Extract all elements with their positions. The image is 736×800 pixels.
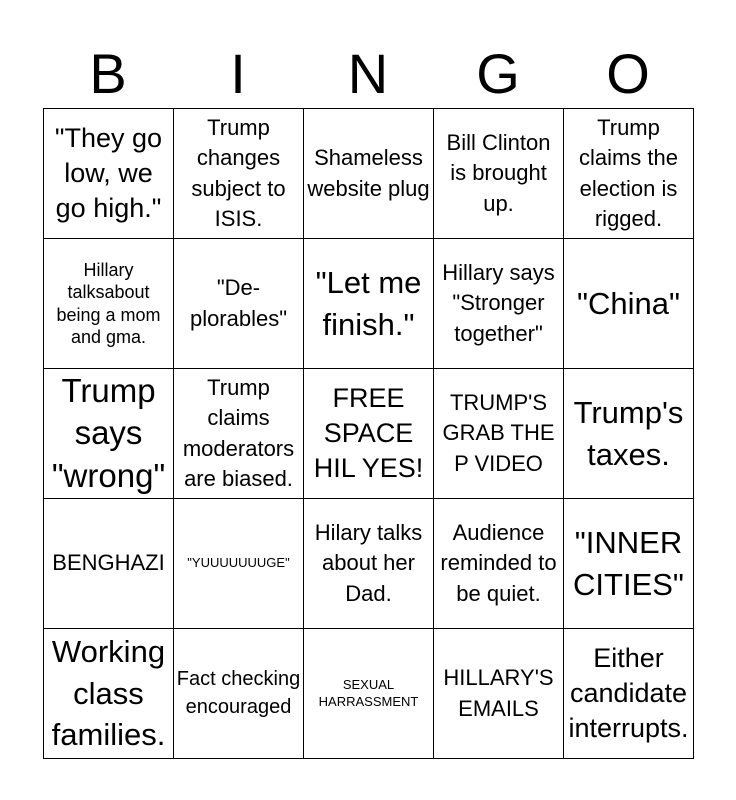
cell-text: Trump claims moderators are biased. [182, 374, 295, 491]
bingo-cell-o1[interactable] [564, 109, 694, 239]
cell-text: Hillary says "Stronger together" [442, 259, 555, 346]
header-letter-o: O [606, 42, 650, 105]
bingo-cell-b4[interactable] [44, 499, 174, 629]
cell-text: Either candidate interrupts. [568, 642, 689, 744]
cell-text: Audience reminded to be quiet. [440, 519, 557, 606]
header-letter-g: G [476, 42, 520, 105]
header-letter-n: N [347, 42, 389, 105]
bingo-header [43, 40, 693, 108]
cell-text: SEXUAL HARRASSMENT [318, 677, 419, 709]
cell-text: Working class families. [51, 633, 166, 753]
bingo-cell-g1[interactable] [434, 109, 564, 239]
bingo-cell-o2[interactable] [564, 239, 694, 369]
cell-text: Trump says "wrong" [51, 372, 166, 494]
bingo-cell-b3[interactable] [44, 369, 174, 499]
bingo-board [43, 108, 694, 759]
bingo-cell-g2[interactable] [434, 239, 564, 369]
cell-text: HILLARY'S EMAILS [443, 665, 554, 721]
bingo-cell-b5[interactable] [44, 629, 174, 759]
cell-text: Bill Clinton is brought up. [446, 129, 551, 216]
bingo-cell-b2[interactable] [44, 239, 174, 369]
header-letter-i: I [230, 42, 246, 105]
bingo-cell-o3[interactable] [564, 369, 694, 499]
bingo-cell-o4[interactable] [564, 499, 694, 629]
cell-text: Trump claims the election is rigged. [578, 114, 679, 231]
cell-text: "China" [576, 285, 680, 321]
bingo-cell-n4[interactable] [304, 499, 434, 629]
cell-text: Shameless website plug [307, 145, 430, 201]
bingo-cell-b1[interactable] [44, 109, 174, 239]
cell-text: Hilary talks about her Dad. [314, 519, 423, 606]
bingo-cell-n5[interactable] [304, 629, 434, 759]
bingo-cell-i3[interactable] [174, 369, 304, 499]
bingo-cell-n1[interactable] [304, 109, 434, 239]
bingo-cell-i2[interactable] [174, 239, 304, 369]
bingo-cell-n2[interactable] [304, 239, 434, 369]
cell-text: "Let me finish." [315, 264, 422, 342]
cell-text: "They go low, we go high." [54, 122, 163, 224]
cell-text: Trump's taxes. [573, 394, 684, 472]
cell-text: Fact checking encouraged [176, 667, 301, 718]
bingo-cell-i5[interactable] [174, 629, 304, 759]
header-letter-b: B [89, 42, 127, 105]
bingo-cell-o5[interactable] [564, 629, 694, 759]
cell-text: BENGHAZI [52, 550, 165, 576]
cell-text: TRUMP'S GRAB THE P VIDEO [442, 389, 555, 476]
bingo-cell-g4[interactable] [434, 499, 564, 629]
cell-text: "YUUUUUUUGE" [187, 555, 290, 571]
cell-text: Hillary talksabout being a mom and gma. [56, 259, 161, 347]
cell-text: "De-plorables" [189, 275, 288, 331]
cell-text: "INNER CITIES" [573, 524, 684, 602]
cell-text: Trump changes subject to ISIS. [191, 114, 286, 231]
bingo-cell-i1[interactable] [174, 109, 304, 239]
cell-text: FREE SPACE HIL YES! [313, 382, 424, 484]
bingo-cell-g3[interactable] [434, 369, 564, 499]
bingo-cell-i4[interactable] [174, 499, 304, 629]
bingo-cell-n3[interactable] [304, 369, 434, 499]
bingo-cell-g5[interactable] [434, 629, 564, 759]
